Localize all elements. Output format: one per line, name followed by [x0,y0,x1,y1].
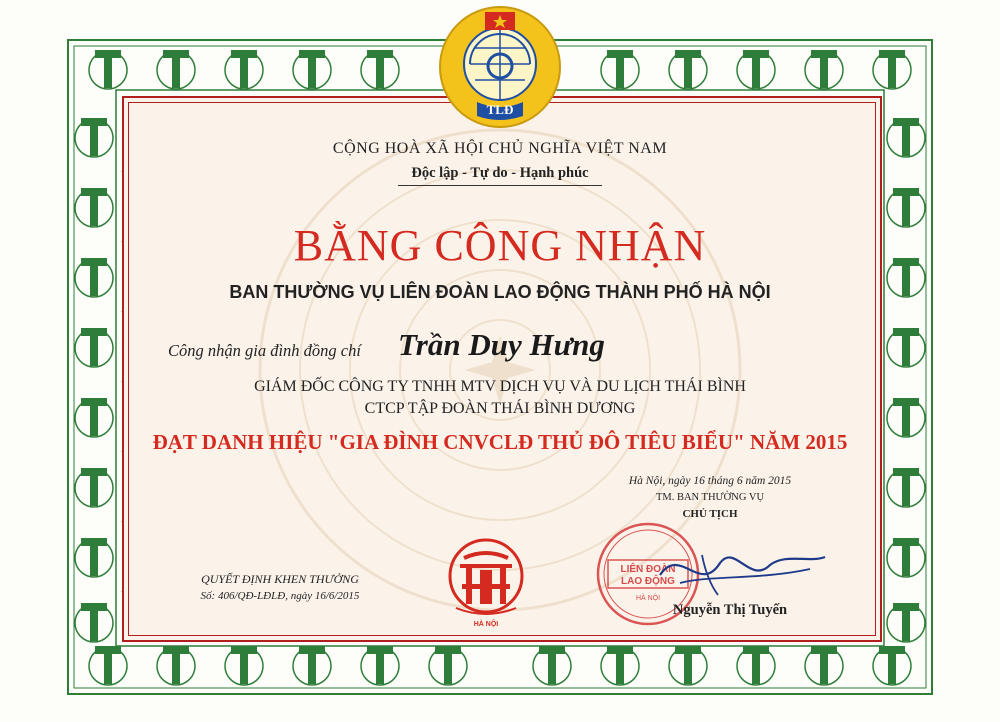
stamp-text-bottom: HÀ NỘI [635,595,661,602]
recognition-line [168,327,868,367]
stamp-text-top: LIÊN ĐOÀN [620,564,676,575]
certificate-title: BẰNG CÔNG NHẬN [293,221,707,270]
signer-role-2: CHỦ TỊCH [682,508,738,520]
decision-number: Số: 406/QĐ-LĐLĐ, ngày 16/6/2015 [200,590,360,602]
logo-text: TLĐ [486,102,514,117]
recipient-name: Trần Duy Hưng [398,327,605,362]
award-title: ĐẠT DANH HIỆU "GIA ĐÌNH CNVCLĐ THỦ ĐÔ TIÊU BIỂU" NĂM 2015 [152,430,848,454]
position-line-2: CTCP TẬP ĐOÀN THÁI BÌNH DƯƠNG [364,400,636,417]
issue-date: Hà Nội, ngày 16 tháng 6 năm 2015 [628,475,792,487]
national-title: CỘNG HOÀ XÃ HỘI CHỦ NGHĨA VIỆT NAM [332,140,668,157]
position-line-1: GIÁM ĐỐC CÔNG TY TNHH MTV DỊCH VỤ VÀ DU LỊCH THÁI BÌNH [254,378,746,395]
signer-name: Nguyễn Thị Tuyến [672,602,788,618]
handwritten-signature [640,535,830,605]
decision-title: QUYẾT ĐỊNH KHEN THƯỞNG [201,572,359,586]
issuer: BAN THƯỜNG VỤ LIÊN ĐOÀN LAO ĐỘNG THÀNH PHỐ HÀ NỘI [229,282,771,302]
tld-union-logo [437,4,563,130]
hanoi-emblem [446,536,526,632]
motto-underline [398,185,602,186]
signer-role-1: TM. BAN THƯỜNG VỤ [655,492,765,503]
stamp-text-mid: LAO ĐỘNG [621,576,675,587]
national-motto: Độc lập - Tự do - Hạnh phúc [411,165,589,181]
hanoi-caption: HÀ NỘI [473,621,499,628]
recognition-prefix: Công nhận gia đình đồng chí [168,341,361,360]
